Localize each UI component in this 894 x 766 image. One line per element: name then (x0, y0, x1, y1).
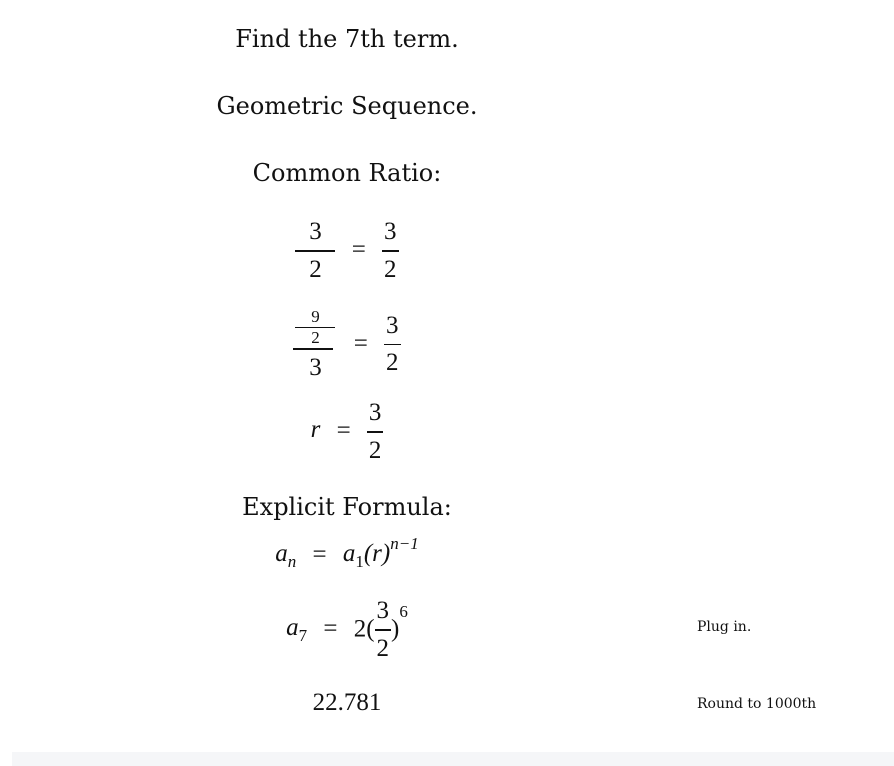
nested-fraction (295, 308, 335, 346)
explicit-formula-heading: Explicit Formula: (242, 493, 452, 521)
fraction-denominator: 2 (384, 255, 397, 283)
equals-sign: = (336, 417, 351, 445)
fraction-numerator: 3 (384, 218, 397, 245)
sequence-type-heading: Geometric Sequence. (216, 92, 478, 120)
ratio-1-rhs-fraction (382, 219, 399, 282)
fraction-denominator: 2 (376, 634, 390, 662)
bottom-panel (12, 752, 894, 766)
fraction-bar (293, 348, 333, 350)
formula-rhs-subscript: 1 (355, 552, 364, 571)
final-answer: 22.781 (312, 689, 382, 716)
fraction-denominator: 2 (368, 436, 382, 464)
fraction-numerator (293, 308, 337, 346)
ratio-equation-1 (0, 219, 694, 282)
ratio-equation-2 (0, 308, 694, 380)
find-term-heading: Find the 7th term. (235, 25, 459, 53)
fraction-bar (367, 431, 384, 433)
formula-lhs-subscript: n (287, 552, 297, 571)
plug-in-lhs-subscript: 7 (298, 625, 308, 645)
formula-exponent: n−1 (390, 534, 419, 553)
formula-ratio: (r) (363, 540, 391, 567)
ratio-result-fraction (367, 400, 384, 463)
ratio-variable: r (310, 415, 321, 443)
fraction-numerator: 3 (376, 597, 390, 624)
common-ratio-heading: Common Ratio: (252, 159, 442, 187)
fraction-bar (384, 344, 401, 346)
plug-in-lhs: a (286, 613, 299, 641)
plug-in-note: Plug in. (697, 619, 752, 635)
fraction-numerator: 3 (368, 399, 382, 426)
plug-in-exponent: 6 (399, 601, 408, 621)
plug-in-close-paren: ) (391, 615, 400, 643)
ratio-2-lhs-fraction (293, 308, 337, 380)
ratio-1-lhs-fraction (295, 219, 335, 282)
formula-lhs: a (275, 540, 288, 567)
plug-in-fraction (375, 598, 392, 661)
fraction-bar (375, 629, 392, 631)
ratio-result (0, 400, 694, 463)
fraction-bar (382, 250, 399, 252)
equals-sign: = (312, 541, 327, 569)
equals-sign: = (353, 329, 368, 357)
fraction-denominator: 2 (309, 255, 322, 283)
equals-sign: = (323, 615, 338, 643)
explicit-formula (0, 534, 694, 572)
plug-in-equation (0, 598, 694, 661)
ratio-2-rhs-fraction (384, 313, 401, 376)
fraction-numerator: 9 (311, 307, 320, 326)
plug-in-coefficient: 2( (353, 615, 375, 643)
equals-sign: = (351, 236, 366, 264)
fraction-numerator: 3 (386, 311, 399, 339)
fraction-bar (295, 250, 335, 252)
rounding-note: Round to 1000th (697, 696, 817, 712)
fraction-denominator: 2 (386, 349, 399, 376)
fraction-denominator: 2 (311, 328, 320, 347)
fraction-denominator: 3 (309, 353, 322, 381)
formula-rhs-term: a (342, 540, 356, 567)
fraction-numerator: 3 (309, 218, 322, 245)
